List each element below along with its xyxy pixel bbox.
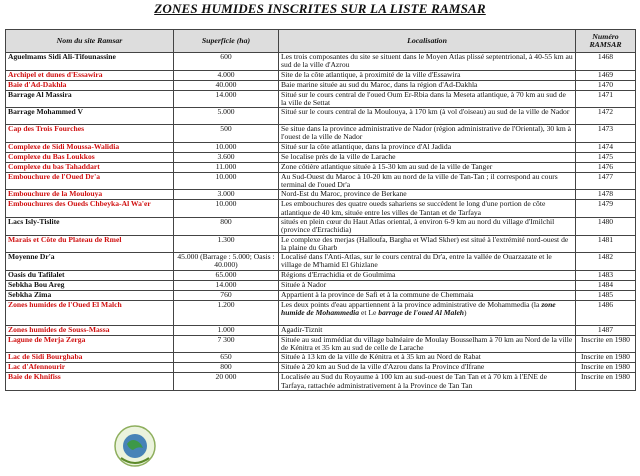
site-name-cell: Baie de Khnifiss — [6, 373, 174, 391]
area-cell: 1.200 — [174, 300, 279, 325]
ramsar-number-cell: 1468 — [576, 53, 636, 71]
site-name-cell: Archipel et dunes d'Essawira — [6, 70, 174, 80]
location-cell: Située à Nador — [279, 280, 576, 290]
area-cell: 500 — [174, 125, 279, 143]
area-cell: 1.300 — [174, 235, 279, 253]
area-cell: 11.000 — [174, 162, 279, 172]
location-cell: Zone côtière atlantique située à 15-30 km au sud de la ville de Tanger — [279, 162, 576, 172]
ramsar-number-cell: 1477 — [576, 172, 636, 190]
site-name-cell: Zones humides de l'Oued El Malch — [6, 300, 174, 325]
location-text-part: zone humide de Mohammedia — [281, 300, 556, 318]
table-row — [6, 200, 636, 218]
area-cell: 600 — [174, 53, 279, 71]
location-text-part: ) — [464, 308, 467, 318]
site-name-cell: Complexe de Sidi Moussa-Walidia — [6, 142, 174, 152]
site-name-cell: Sebkha Zima — [6, 290, 174, 300]
ramsar-number-cell: Inscrite en 1980 — [576, 363, 636, 373]
table-row — [6, 172, 636, 190]
area-cell: 3.600 — [174, 152, 279, 162]
location-cell: Régions d'Errachidia et de Goulmima — [279, 270, 576, 280]
table-row — [6, 280, 636, 290]
ramsar-number-cell: 1470 — [576, 80, 636, 90]
logo-emblem — [113, 424, 157, 470]
location-text-part: Les deux points d'eau appartiennent à la province administrative de Mohammedia (la — [281, 300, 542, 309]
ramsar-number-cell: 1474 — [576, 142, 636, 152]
location-cell: Située au sud immédiat du village balnéaire de Moulay Bousselham à 70 km au Nord de la ville de Kénitra et 35 km au sud de celle de Larache — [279, 335, 576, 353]
ramsar-number-cell: 1475 — [576, 152, 636, 162]
ramsar-number-cell: Inscrite en 1980 — [576, 353, 636, 363]
ramsar-number-cell: 1482 — [576, 253, 636, 271]
ramsar-number-cell: 1473 — [576, 125, 636, 143]
ramsar-number-cell: 1471 — [576, 90, 636, 108]
table-row — [6, 373, 636, 391]
area-cell: 800 — [174, 363, 279, 373]
table-row — [6, 53, 636, 71]
area-cell: 5.000 — [174, 108, 279, 125]
table-row — [6, 108, 636, 125]
ramsar-number-cell: 1485 — [576, 290, 636, 300]
location-cell: Appartient à la province de Safi et à la commune de Chemmaia — [279, 290, 576, 300]
site-name-cell: Lac de Sidi Bourghaba — [6, 353, 174, 363]
ramsar-number-cell: 1478 — [576, 190, 636, 200]
site-name-cell: Sebkha Bou Areg — [6, 280, 174, 290]
area-cell: 14.000 — [174, 280, 279, 290]
table-body — [6, 53, 636, 391]
location-text-part: barrage de l'oued Al Maleh — [378, 308, 465, 318]
site-name-cell: Aguelmams Sidi Ali-Tifounassine — [6, 53, 174, 71]
table-row — [6, 253, 636, 271]
area-cell: 40.000 — [174, 80, 279, 90]
site-name-cell: Baie d'Ad-Dakhla — [6, 80, 174, 90]
site-name-cell: Complexe du Bas Loukkos — [6, 152, 174, 162]
area-cell: 3.000 — [174, 190, 279, 200]
ramsar-number-cell: 1476 — [576, 162, 636, 172]
table-row — [6, 335, 636, 353]
area-cell: 10.000 — [174, 142, 279, 152]
location-cell: Se localise près de la ville de Larache — [279, 152, 576, 162]
table-row — [6, 217, 636, 235]
area-cell: 650 — [174, 353, 279, 363]
table-row — [6, 90, 636, 108]
table-row — [6, 125, 636, 143]
table-row — [6, 152, 636, 162]
location-cell: Nord-Est du Maroc, province de Berkane — [279, 190, 576, 200]
location-cell: Agadir-Tiznit — [279, 325, 576, 335]
ramsar-number-cell: 1472 — [576, 108, 636, 125]
header-location: Localisation — [279, 30, 576, 53]
site-name-cell: Barrage Mohammed V — [6, 108, 174, 125]
area-cell: 10.000 — [174, 172, 279, 190]
site-name-cell: Embouchure de l'Oued Dr'a — [6, 172, 174, 190]
ramsar-sites-table — [5, 29, 636, 391]
area-cell: 10.000 — [174, 200, 279, 218]
area-cell: 800 — [174, 217, 279, 235]
ramsar-number-cell: 1469 — [576, 70, 636, 80]
area-cell: 20 000 — [174, 373, 279, 391]
ramsar-number-cell: 1480 — [576, 217, 636, 235]
table-row — [6, 235, 636, 253]
site-name-cell: Moyenne Dr'a — [6, 253, 174, 271]
table-row — [6, 80, 636, 90]
ramsar-number-cell: 1479 — [576, 200, 636, 218]
area-cell: 7 300 — [174, 335, 279, 353]
site-name-cell: Embouchure de la Moulouya — [6, 190, 174, 200]
location-cell: Localisée au Sud du Royaume à 100 km au sud-ouest de Tan Tan et à 70 km à l'ENE de Tarfaya, rattachée administrativement à la Province de Tan Tan — [279, 373, 576, 391]
table-row — [6, 142, 636, 152]
table-row — [6, 290, 636, 300]
ramsar-number-cell: 1486 — [576, 300, 636, 325]
location-cell — [279, 300, 576, 325]
site-name-cell: Embouchures des Oueds Chbeyka-Al Wa'er — [6, 200, 174, 218]
site-name-cell: Lac d'Afennourir — [6, 363, 174, 373]
area-cell: 4.000 — [174, 70, 279, 80]
location-cell: Se situe dans la province administrative de Nador (région administrative de l'Oriental), 30 km à l'ouest de la ville de Nador — [279, 125, 576, 143]
header-site-name: Nom du site Ramsar — [6, 30, 174, 53]
site-name-cell: Complexe du bas Tahaddart — [6, 162, 174, 172]
site-name-cell: Marais et Côte du Plateau de Rmel — [6, 235, 174, 253]
location-text-part: et Le — [359, 308, 379, 318]
table-header-row — [6, 30, 636, 53]
ramsar-number-cell: 1481 — [576, 235, 636, 253]
ramsar-number-cell: Inscrite en 1980 — [576, 335, 636, 353]
area-cell: 45.000 (Barrage : 5.000; Oasis : 40.000) — [174, 253, 279, 271]
site-name-cell: Lagune de Merja Zerga — [6, 335, 174, 353]
area-cell: 1.000 — [174, 325, 279, 335]
site-name-cell: Cap des Trois Fourches — [6, 125, 174, 143]
ramsar-number-cell: 1487 — [576, 325, 636, 335]
page-title: ZONES HUMIDES INSCRITES SUR LA LISTE RAMSAR — [154, 1, 486, 16]
location-cell: Site de la côte atlantique, à proximité de la ville d'Essawira — [279, 70, 576, 80]
header-ramsar-number: Numéro RAMSAR — [576, 30, 636, 53]
location-cell: Située à 13 km de la ville de Kénitra et à 35 km au Nord de Rabat — [279, 353, 576, 363]
location-cell: Situé sur la côte atlantique, dans la province d'Al Jadida — [279, 142, 576, 152]
table-row — [6, 353, 636, 363]
table-row — [6, 70, 636, 80]
location-cell: Les trois composantes du site se situent dans le Moyen Atlas plissé septentrional, à 40-55 km au sud de la ville d'Azrou — [279, 53, 576, 71]
header-area: Superficie (ha) — [174, 30, 279, 53]
site-name-cell: Oasis du Tafilalet — [6, 270, 174, 280]
location-cell: Localisé dans l'Anti-Atlas, sur le cours central du Dr'a, entre la vallée de Ouarzazate et le village de M'hamid El Ghizlane — [279, 253, 576, 271]
table-row — [6, 270, 636, 280]
table-row — [6, 162, 636, 172]
ramsar-number-cell: 1483 — [576, 270, 636, 280]
location-cell: Les embouchures des quatre oueds sahariens se succèdent le long d'une portion de côte atlantique de 40 km, située entre les villes de Tantan et de Tarfaya — [279, 200, 576, 218]
location-cell: Situé sur le cours central de la Moulouya, à 170 km (à vol d'oiseau) au sud de la ville de Nador — [279, 108, 576, 125]
table-row — [6, 325, 636, 335]
area-cell: 760 — [174, 290, 279, 300]
location-cell: Située à 20 km au Sud de la ville d'Azrou dans la Province d'Ifrane — [279, 363, 576, 373]
table-row — [6, 363, 636, 373]
table-row — [6, 190, 636, 200]
location-cell: situés en plein cœur du Haut Atlas oriental, à environ 6-9 km au nord du village d'Imilchil (province d'Errachidia) — [279, 217, 576, 235]
location-cell: Situé sur le cours central de l'oued Oum Er-Rbia dans la Meseta atlantique, à 70 km au sud de la ville de Settat — [279, 90, 576, 108]
location-cell: Au Sud-Ouest du Maroc à 10-20 km au nord de la ville de Tan-Tan ; il correspond au cours terminal de l'oued Dr'a — [279, 172, 576, 190]
location-cell: Le complexe des merjas (Halloufa, Bargha et Wlad Skher) est situé à l'extrémité nord-ouest de la plaine du Gharb — [279, 235, 576, 253]
ramsar-number-cell: Inscrite en 1980 — [576, 373, 636, 391]
site-name-cell: Barrage Al Massira — [6, 90, 174, 108]
area-cell: 14.000 — [174, 90, 279, 108]
area-cell: 65.000 — [174, 270, 279, 280]
table-row — [6, 300, 636, 325]
location-cell: Baie marine située au sud du Maroc, dans la région d'Ad-Dakhla — [279, 80, 576, 90]
ramsar-number-cell: 1484 — [576, 280, 636, 290]
site-name-cell: Lacs Isly-Tislite — [6, 217, 174, 235]
site-name-cell: Zones humides de Souss-Massa — [6, 325, 174, 335]
